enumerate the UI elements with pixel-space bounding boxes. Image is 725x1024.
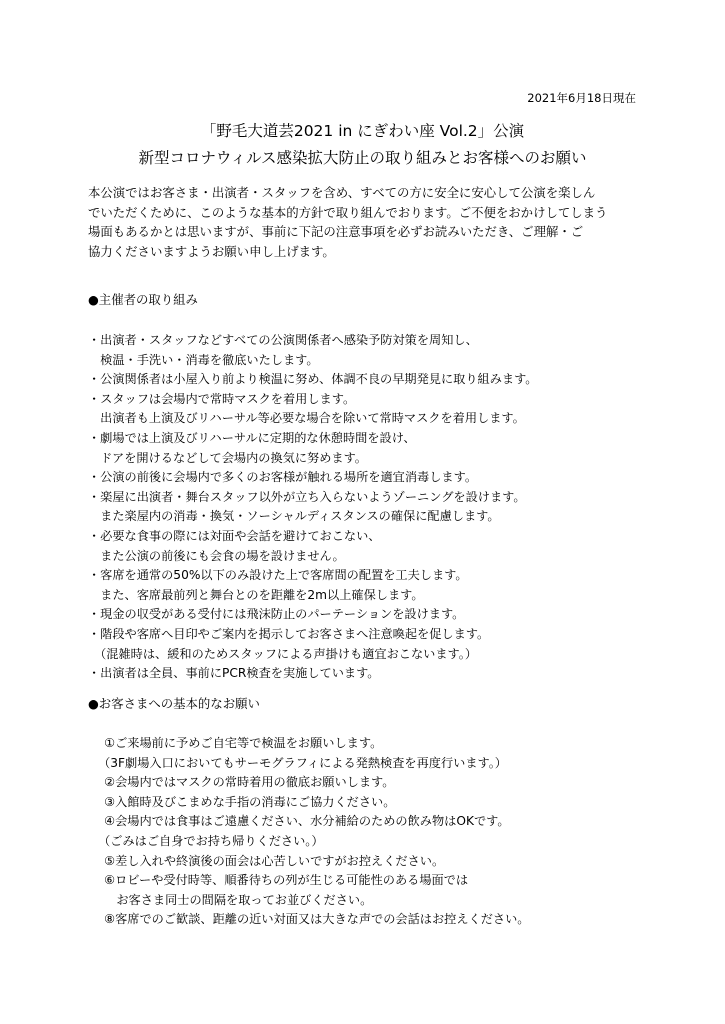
list-item: ③入館時及びこまめな手指の消毒にご協力ください。 (92, 794, 396, 809)
list-item: ・楽屋に出演者・舞台スタッフ以外が立ち入らないようゾーニングを設けます。 (88, 489, 526, 504)
list-item: （ごみはご自身でお持ち帰りください。） (92, 833, 324, 848)
list-item: また公演の前後にも会食の場を設けません。 (88, 548, 345, 563)
intro-line: 場面もあるかとは思いますが、事前に下記の注意事項を必ずお読みいただき、ご理解・ご (88, 224, 584, 240)
requests-section-heading: ●お客さまへの基本的なお願い (88, 696, 260, 711)
organizer-section-heading: ●主催者の取り組み (88, 292, 198, 307)
list-item: ⑤差し入れや終演後の面会は心苦しいですがお控えください。 (92, 853, 445, 868)
list-item: 出演者も上演及びリハーサル等必要な場合を除いて常時マスクを着用します。 (88, 411, 525, 426)
list-item: ・客席を通常の50%以下のみ設けた上で客席間の配置を工夫します。 (88, 568, 468, 583)
customer-requests-list (92, 734, 530, 930)
list-item: ・劇場では上演及びリハーサルに定期的な休憩時間を設け、 (88, 430, 416, 445)
list-item: また、客席最前列と舞台とのを距離を2m以上確保します。 (88, 587, 424, 602)
document-subtitle: 新型コロナウィルス感染拡大防止の取り組みとお客様へのお願い (138, 149, 587, 167)
list-item: ・公演の前後に会場内で多くのお客様が触れる場所を適宜消毒します。 (88, 470, 478, 485)
list-item: ⑥ロビーや受付時等、順番待ちの列が生じる可能性のある場面では (92, 873, 469, 888)
list-item: （混雑時は、緩和のためスタッフによる声掛けも適宜おこないます。） (88, 646, 478, 661)
list-item: ①ご来場前に予めご自宅等で検温をお願いします。 (92, 736, 383, 750)
list-item: ・必要な食事の際には対面や会話を避けておこない、 (88, 528, 381, 543)
intro-line: でいただくために、このような基本的方針で取り組んでおります。ご不便をおかけしてしまう (88, 204, 608, 220)
list-item: ・階段や客席へ目印やご案内を掲示してお客さまへ注意喚起を促します。 (88, 626, 490, 641)
list-item: ・現金の収受がある受付には飛沫防止のパーテーションを設けます。 (88, 607, 465, 622)
list-item: ・出演者は全員、事前にPCR検査を実施しています。 (88, 666, 380, 681)
intro-paragraph (88, 183, 648, 261)
list-item: ・公演関係者は小屋入り前より検温に努め、体調不良の早期発見に取り組みます。 (88, 372, 538, 387)
document-date: 2021年6月18日現在 (527, 91, 636, 105)
list-item: また楽屋内の消毒・換気・ソーシャルディスタンスの確保に配慮します。 (88, 509, 500, 524)
list-item: ②会場内ではマスクの常時着用の徹底お願いします。 (92, 775, 395, 790)
list-item: ⑧客席でのご歓談、距離の近い対面又は大きな声での会話はお控えください。 (92, 912, 530, 927)
list-item: ドアを開けるなどして会場内の換気に努めます。 (88, 450, 367, 465)
intro-line: 本公演ではお客さま・出演者・スタッフを含め、すべての方に安全に安心して公演を楽しん (88, 185, 596, 200)
list-item: お客さま同士の間隔を取ってお並びください。 (92, 892, 373, 907)
list-item: （3F劇場入口においてもサーモグラフィによる発熱検査を再度行います。） (92, 755, 507, 770)
list-item: ④会場内では食事はご遠慮ください、水分補給のための飲み物はOKです。 (92, 814, 510, 829)
list-item: 検温・手洗い・消毒を徹底いたします。 (88, 352, 319, 367)
document-title: 「野毛大道芸2021 in にぎわい座 Vol.2」公演 (200, 122, 525, 140)
list-item: ・出演者・スタッフなどすべての公演関係者へ感染予防対策を周知し、 (88, 333, 478, 347)
intro-line: 協力くださいますようお願い申し上げます。 (88, 243, 335, 259)
list-item: ・スタッフは会場内で常時マスクを着用します。 (88, 391, 356, 406)
organizer-measures-list (88, 331, 537, 684)
